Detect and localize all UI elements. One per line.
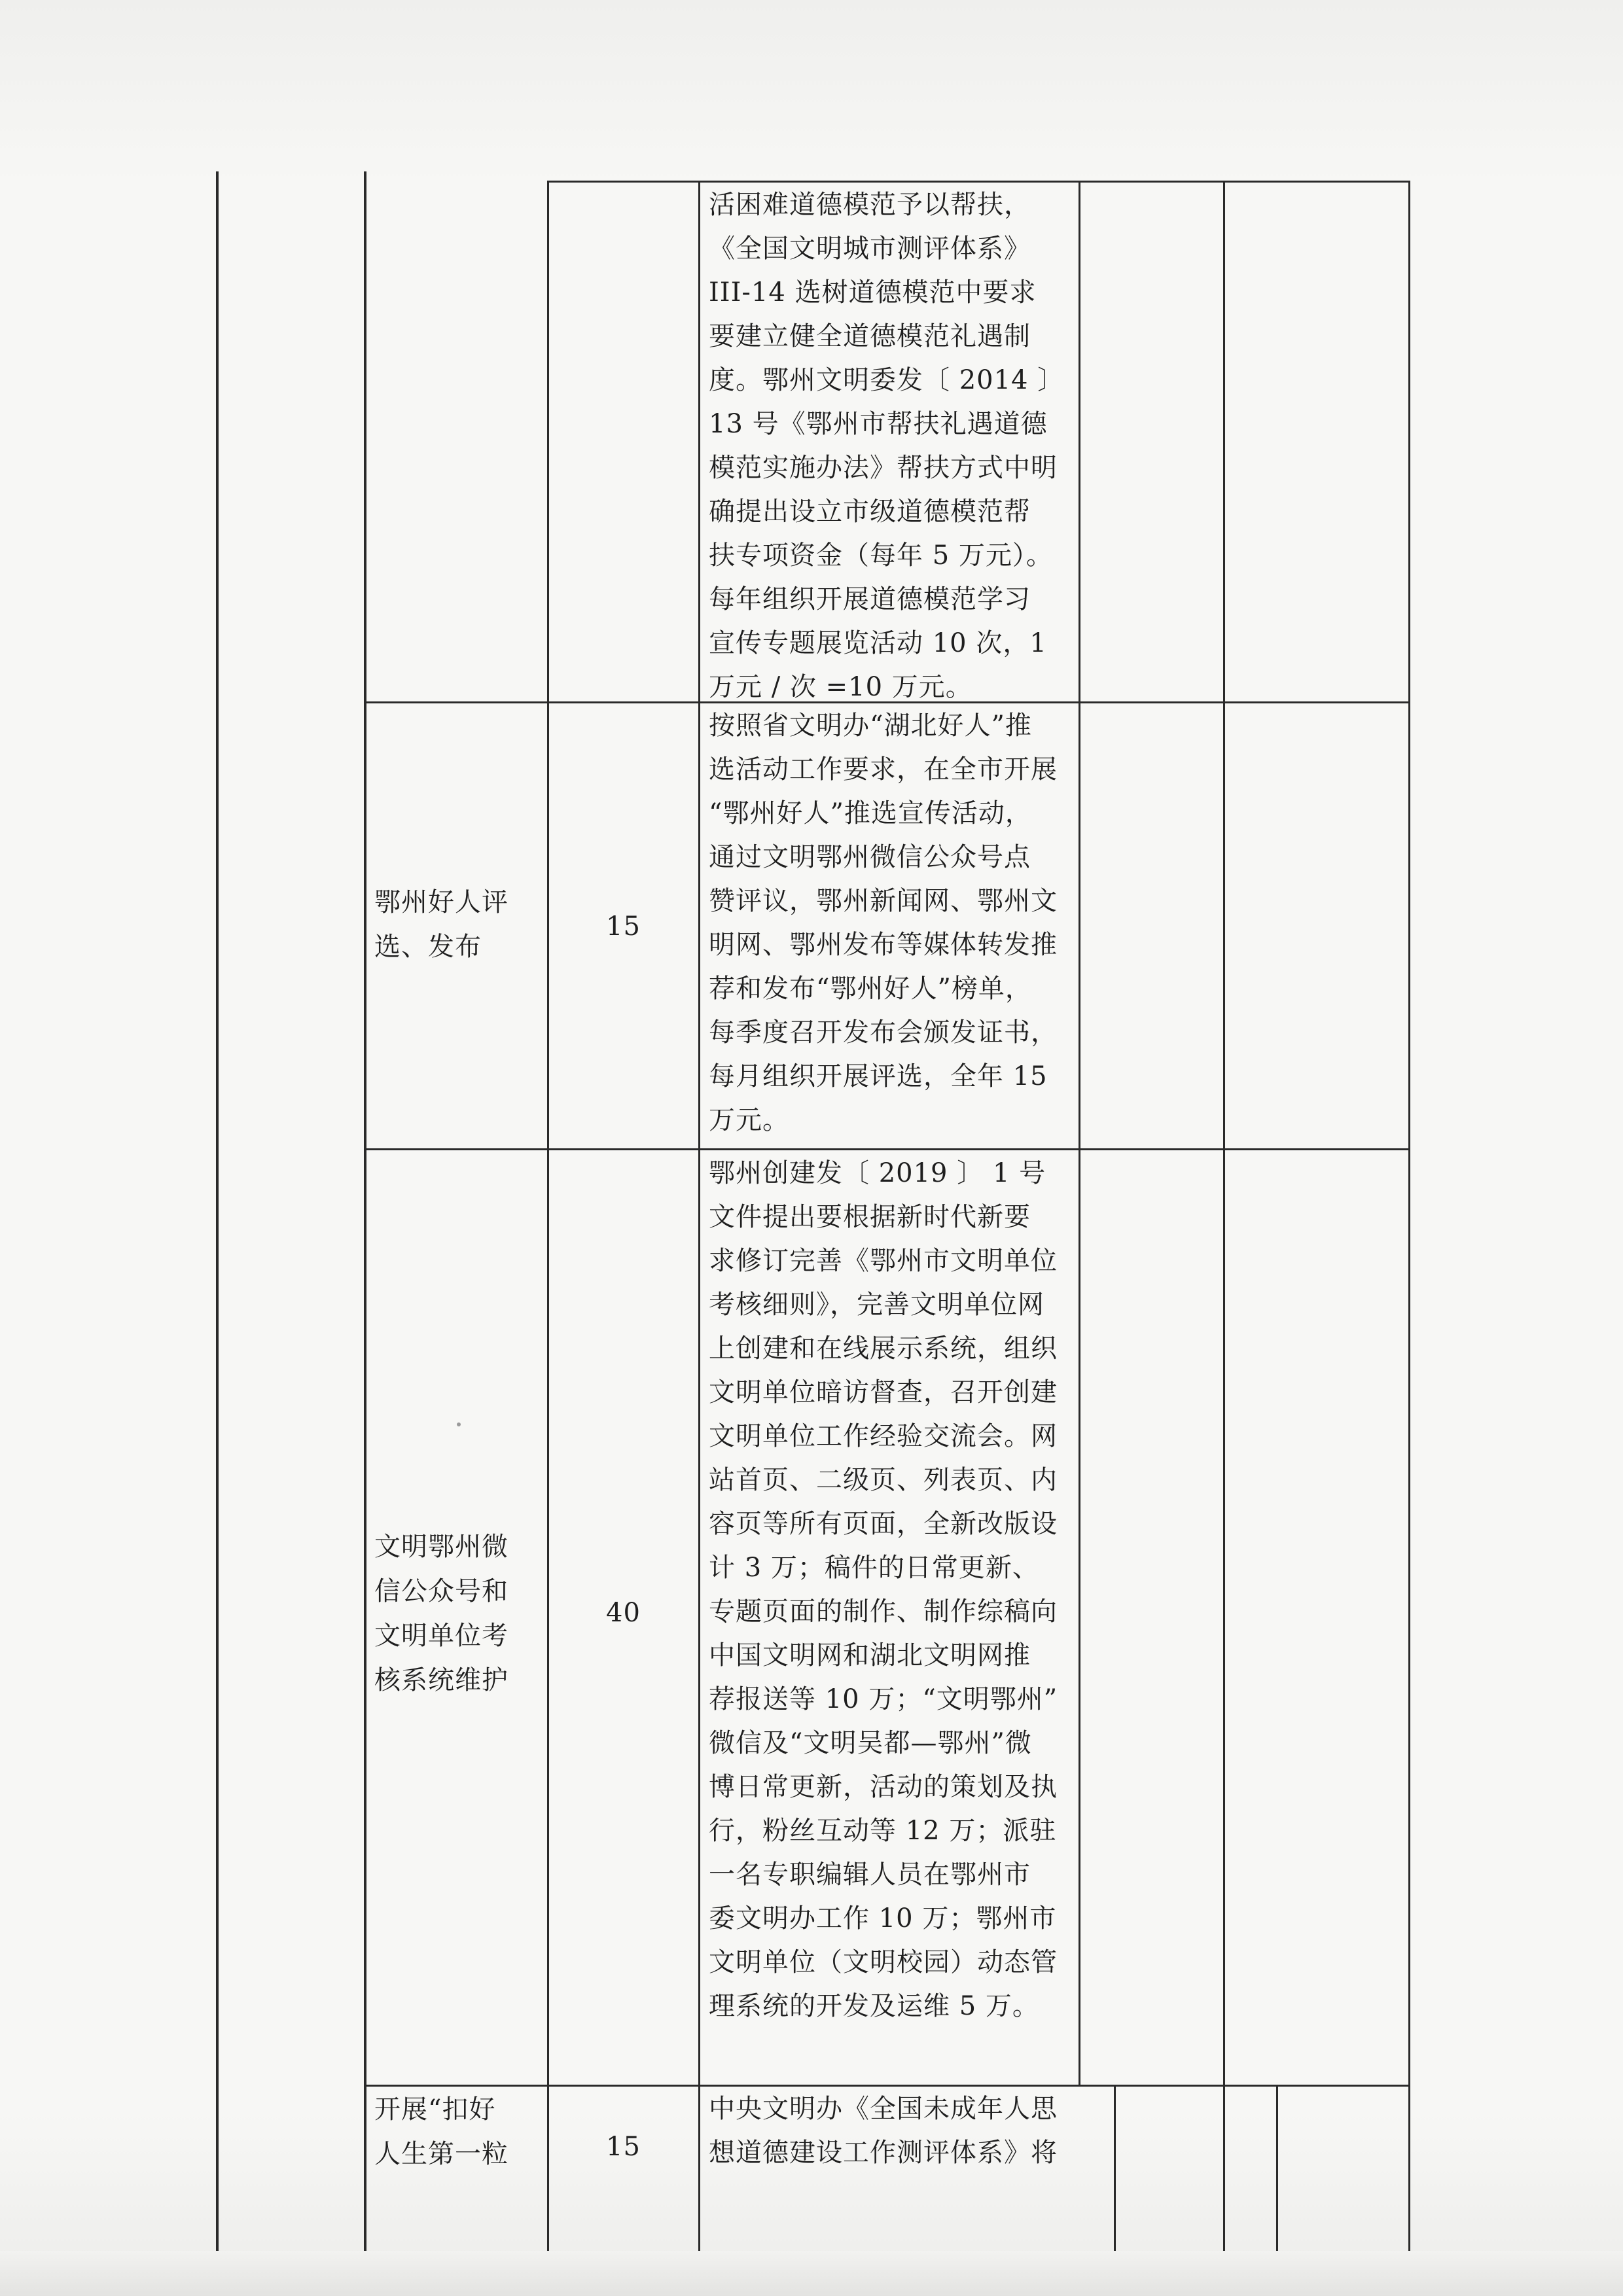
description-cell: 鄂州创建发〔 2019 〕 1 号 文件提出要根据新时代新要 求修订完善《鄂州市文明单位 考核细则》，完善文明单位网 上创建和在线展示系统，组织 文明单位暗访督查，召开创建 文明单位工作经验交流会。网 站首页、二级页、列表页、内 容页等所有页面，全新改版设 计 3 万；稿件的日常更新、 专题页面的制作、制作综稿向 中国文明网和湖北文明网推 荐报送等 10 万；“文明鄂州” 微信及“文明吴都—鄂州”微 博日常更新，活动的策划及执 行，粉丝互动等 12 万；派驻 一名专职编辑人员在鄂州市 委文明办工作 10 万；鄂州市 文明单位（文明校园）动态管 理系统的开发及运维 5 万。: [709, 1158, 1058, 2021]
column-divider: [1114, 2085, 1116, 2275]
project-name-cell: 鄂州好人评 选、发布: [374, 887, 508, 962]
row-divider: [364, 1148, 1410, 1150]
description-cell: 中央文明办《全国未成年人思 想道德建设工作测评体系》将: [709, 2094, 1058, 2168]
description-cell: 按照省文明办“湖北好人”推 选活动工作要求，在全市开展 “鄂州好人”推选宣传活动， 通过文明鄂州微信公众号点 赞评议，鄂州新闻网、鄂州文 明网、鄂州发布等媒体转发推 荐和发布“鄂州好人”榜单， 每季度召开发布会颁发证书， 每月组织开展评选，全年 15 万元。: [709, 711, 1058, 1135]
table-left-border: [216, 171, 219, 2275]
project-name-cell: 文明鄂州微 信公众号和 文明单位考 核系统维护: [374, 1532, 508, 1695]
column-divider: [1408, 181, 1410, 2275]
column-divider: [364, 171, 366, 2275]
column-divider: [1223, 181, 1225, 2275]
description-cell: 活困难道德模范予以帮扶， 《全国文明城市测评体系》 III-14 选树道德模范中要求 要建立健全道德模范礼遇制 度。鄂州文明委发〔 2014 〕 13 号《鄂州市帮扶礼遇道德 模范实施办法》帮扶方式中明 确提出设立市级道德模范帮 扶专项资金（每年 5 万元）。 每年组织开展道德模范学习 宣传专题展览活动 10 次，1 万元 / 次 =10 万元。: [709, 190, 1065, 702]
amount-cell: 40: [606, 1598, 641, 1628]
amount-cell: 15: [606, 911, 641, 942]
scan-speck: [457, 1422, 461, 1426]
amount-cell: 15: [606, 2132, 641, 2162]
column-divider: [1276, 2085, 1278, 2275]
project-name-cell: 开展“扣好 人生第一粒: [374, 2094, 508, 2169]
row-divider: [547, 181, 1410, 183]
column-divider: [698, 181, 700, 2275]
row-divider: [364, 2085, 1410, 2087]
scan-edge: [0, 2251, 1623, 2296]
column-divider: [547, 181, 549, 2275]
